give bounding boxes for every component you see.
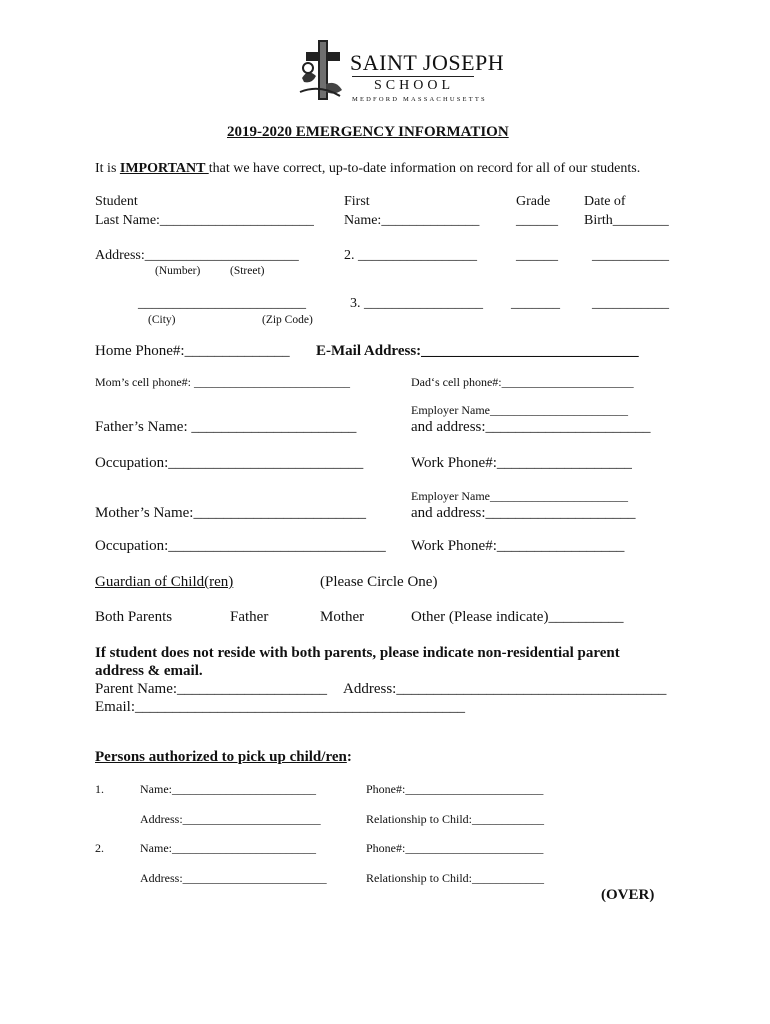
option-both-parents[interactable]: Both Parents: [95, 609, 173, 625]
dob-label: Date of: [584, 194, 626, 209]
student-label: Student: [95, 194, 138, 209]
intro-text: [95, 161, 640, 177]
mom-cell-field[interactable]: Mom’s cell phone#: __________________________: [95, 375, 350, 389]
mother-occupation-field[interactable]: Occupation:_____________________________: [95, 538, 386, 554]
pickup-2-phone-field[interactable]: Phone#:_______________________: [366, 841, 544, 855]
address-field[interactable]: Address:______________________: [95, 248, 299, 263]
pickup-1-address-field[interactable]: Address:_______________________: [140, 812, 321, 826]
pickup-1-name-field[interactable]: Name:________________________: [140, 782, 316, 796]
city-zip-field[interactable]: ________________________: [138, 296, 306, 311]
student-last-name-field[interactable]: Last Name:______________________: [95, 213, 314, 228]
over-note: (OVER): [601, 887, 655, 903]
school-logo: [296, 38, 505, 108]
pickup-2-address-field[interactable]: Address:________________________: [140, 871, 327, 885]
grade-label: Grade: [516, 194, 551, 209]
first-label: First: [344, 194, 370, 209]
parent-name-field[interactable]: Parent Name:____________________: [95, 681, 328, 697]
intro-emphasis: IMPORTANT: [119, 161, 209, 176]
pickup-1-number: 1.: [95, 782, 104, 796]
mother-name-field[interactable]: Mother’s Name:_______________________: [95, 505, 366, 521]
student-2-dob-field[interactable]: ___________: [592, 248, 669, 263]
logo-school: SCHOOL: [374, 78, 455, 93]
mother-work-phone-field[interactable]: Work Phone#:_________________: [411, 538, 625, 554]
number-caption: (Number): [155, 265, 201, 277]
intro-prefix: It is: [95, 161, 120, 176]
father-employer-address-field[interactable]: and address:______________________: [411, 419, 651, 435]
pickup-heading-colon: :: [346, 749, 352, 765]
intro-suffix: that we have correct, up-to-date information on record for all of our students.: [208, 161, 641, 176]
email-label: E-Mail Address:: [316, 343, 422, 359]
logo-location: MEDFORD MASSACHUSETTS: [352, 96, 487, 103]
student-3-dob-field[interactable]: ___________: [592, 296, 669, 311]
city-caption: (City): [148, 314, 176, 326]
pickup-1-phone-field[interactable]: Phone#:_______________________: [366, 782, 544, 796]
father-occupation-field[interactable]: Occupation:__________________________: [95, 455, 364, 471]
home-phone-field[interactable]: Home Phone#:______________: [95, 343, 290, 359]
page-title: 2019-2020 EMERGENCY INFORMATION: [227, 124, 509, 140]
grade-field[interactable]: ______: [516, 213, 558, 228]
pickup-2-name-field[interactable]: Name:________________________: [140, 841, 316, 855]
student-2-name-field[interactable]: 2. _________________: [344, 248, 477, 263]
option-father[interactable]: Father: [230, 609, 269, 625]
pickup-heading: [95, 749, 352, 766]
father-employer-name-field[interactable]: Employer Name_______________________: [411, 403, 628, 417]
nonres-instruction-line1: If student does not reside with both parents, please indicate non-residential parent: [95, 645, 620, 661]
email-line: _____________________________: [421, 343, 639, 359]
father-work-phone-field[interactable]: Work Phone#:__________________: [411, 455, 632, 471]
parent-email-field[interactable]: Email:____________________________________________: [95, 699, 465, 715]
student-2-grade-field[interactable]: ______: [516, 248, 558, 263]
father-name-field[interactable]: Father’s Name: ______________________: [95, 419, 357, 435]
dad-cell-field[interactable]: Dad‘s cell phone#:______________________: [411, 375, 634, 389]
student-3-name-field[interactable]: 3. _________________: [350, 296, 483, 311]
logo-name: SAINT JOSEPH: [350, 50, 505, 75]
mother-employer-address-field[interactable]: and address:____________________: [411, 505, 636, 521]
cross-emblem-icon: [296, 38, 352, 106]
zip-caption: (Zip Code): [262, 314, 313, 326]
option-other[interactable]: Other (Please indicate)__________: [411, 609, 624, 625]
guardian-label: Guardian of Child(ren): [95, 574, 234, 590]
nonres-instruction-line2: address & email.: [95, 663, 203, 679]
pickup-2-relationship-field[interactable]: Relationship to Child:____________: [366, 871, 545, 885]
pickup-1-relationship-field[interactable]: Relationship to Child:____________: [366, 812, 545, 826]
street-caption: (Street): [230, 265, 265, 277]
pickup-heading-text: Persons authorized to pick up child/ren: [95, 749, 347, 765]
mother-employer-name-field[interactable]: Employer Name_______________________: [411, 489, 628, 503]
option-mother[interactable]: Mother: [320, 609, 365, 625]
circle-one-note: (Please Circle One): [320, 574, 438, 590]
pickup-2-number: 2.: [95, 841, 104, 855]
dob-field[interactable]: Birth________: [584, 213, 669, 228]
email-address-field[interactable]: [316, 343, 639, 360]
student-3-grade-field[interactable]: _______: [511, 296, 560, 311]
parent-address-field[interactable]: Address:____________________________________: [343, 681, 667, 697]
first-name-field[interactable]: Name:______________: [344, 213, 480, 228]
